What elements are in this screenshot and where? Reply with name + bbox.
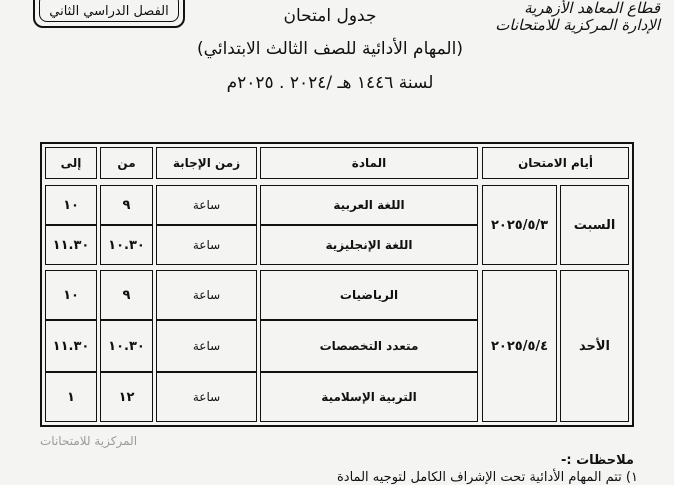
day-sunday: الأحد bbox=[560, 270, 629, 422]
from-cell: ١٠.٣٠ bbox=[100, 225, 153, 265]
to-cell: ١١.٣٠ bbox=[45, 225, 97, 265]
duration-cell: ساعة bbox=[156, 270, 257, 320]
header-subject: المادة bbox=[260, 147, 478, 179]
duration-cell: ساعة bbox=[156, 320, 257, 372]
header-from: من bbox=[100, 147, 153, 179]
notes-title: ملاحظات :- bbox=[560, 453, 634, 468]
from-cell: ٩ bbox=[100, 270, 153, 320]
header-to: إلى bbox=[45, 147, 97, 179]
header-duration: زمن الإجابة bbox=[156, 147, 257, 179]
document-heading bbox=[150, 6, 510, 92]
exam-schedule-table bbox=[40, 142, 634, 427]
note-item: ١) تتم المهام الأدائية تحت الإشراف الكامل لتوجيه المادة bbox=[337, 470, 638, 485]
subject-cell: اللغة العربية bbox=[260, 185, 478, 225]
subject-cell: متعدد التخصصات bbox=[260, 320, 478, 372]
header-days: أيام الامتحان bbox=[482, 147, 629, 179]
to-cell: ١ bbox=[45, 372, 97, 422]
org-line-1: قطاع المعاهد الأزهرية bbox=[524, 0, 660, 17]
from-cell: ١٠.٣٠ bbox=[100, 320, 153, 372]
duration-cell: ساعة bbox=[156, 225, 257, 265]
document-year: لسنة ١٤٤٦ هـ /٢٠٢٤ . ٢٠٢٥م bbox=[226, 73, 434, 93]
duration-cell: ساعة bbox=[156, 185, 257, 225]
date-saturday: ٢٠٢٥/٥/٣ bbox=[482, 185, 557, 265]
document-title: جدول امتحان bbox=[283, 6, 377, 26]
date-sunday: ٢٠٢٥/٥/٤ bbox=[482, 270, 557, 422]
to-cell: ١١.٣٠ bbox=[45, 320, 97, 372]
day-saturday: السبت bbox=[560, 185, 629, 265]
semester-label: الفصل الدراسي الثاني bbox=[39, 0, 179, 22]
watermark-text: المركزية للامتحانات bbox=[40, 434, 138, 448]
from-cell: ٩ bbox=[100, 185, 153, 225]
org-line-2: الإدارة المركزية للامتحانات bbox=[495, 16, 660, 34]
to-cell: ١٠ bbox=[45, 185, 97, 225]
subject-cell: الرياضيات bbox=[260, 270, 478, 320]
subject-cell: اللغة الإنجليزية bbox=[260, 225, 478, 265]
document-subtitle: (المهام الأدائية للصف الثالث الابتدائي) bbox=[197, 39, 463, 59]
subject-cell: التربية الإسلامية bbox=[260, 372, 478, 422]
from-cell: ١٢ bbox=[100, 372, 153, 422]
duration-cell: ساعة bbox=[156, 372, 257, 422]
to-cell: ١٠ bbox=[45, 270, 97, 320]
